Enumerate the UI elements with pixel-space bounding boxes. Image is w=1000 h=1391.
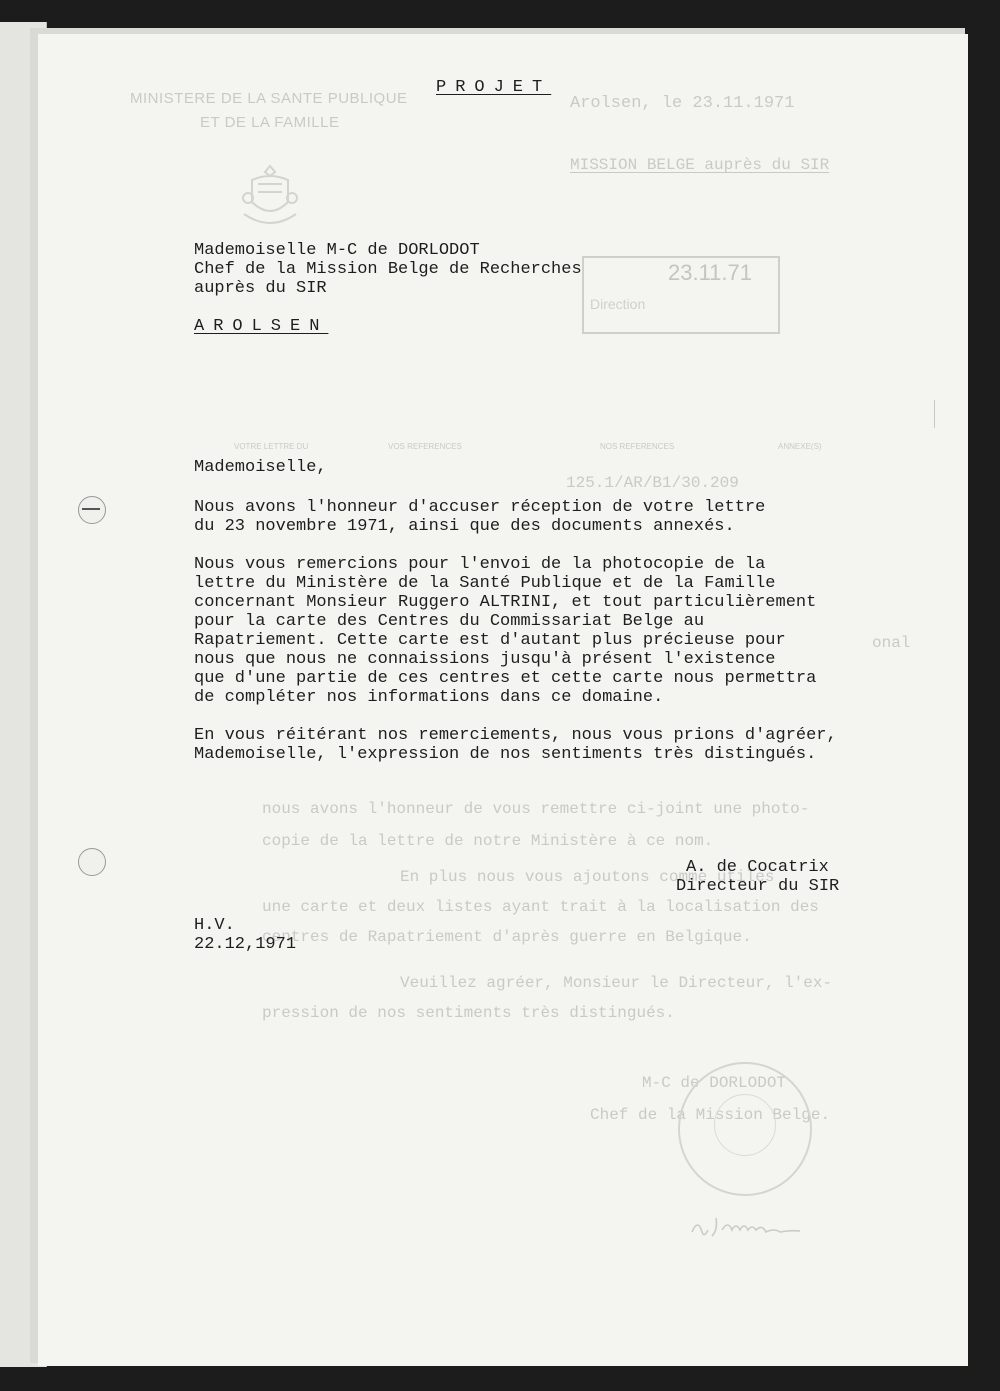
reverse-line-4: une carte et deux listes ayant trait à la localisation des xyxy=(262,898,819,916)
punch-hole-top xyxy=(78,496,106,524)
col-header-nos-references: NOS REFERENCES xyxy=(600,442,675,451)
side-fragment-show-through: onal xyxy=(872,634,911,652)
paragraph-line: Nous avons l'honneur d'accuser réception de votre lettre xyxy=(194,498,766,517)
reverse-line-3: En plus nous vous ajoutons comme utiles xyxy=(400,868,775,886)
paragraph-line: de compléter nos informations dans ce domaine. xyxy=(194,688,664,707)
reverse-line-6: Veuillez agréer, Monsieur le Directeur, l'ex- xyxy=(400,974,833,992)
coat-of-arms-icon xyxy=(238,162,302,228)
col-header-vos-references: VOS REFERENCES xyxy=(388,442,462,451)
hole-tick-mark xyxy=(82,508,100,510)
reverse-sender-name: M-C de DORLODOT xyxy=(642,1074,787,1092)
signature-title: Directeur du SIR xyxy=(676,877,840,896)
salutation: Mademoiselle, xyxy=(194,458,327,477)
typist-initials: H.V. xyxy=(194,916,235,935)
received-stamp-label: Direction xyxy=(590,296,646,312)
letter-page xyxy=(38,34,968,1366)
paragraph-line: Nous vous remercions pour l'envoi de la photocopie de la xyxy=(194,555,766,574)
recipient-position: Chef de la Mission Belge de Recherches xyxy=(194,260,582,279)
paragraph-line: Mademoiselle, l'expression de nos sentiments très distingués. xyxy=(194,745,817,764)
paragraph-line: Rapatriement. Cette carte est d'autant plus précieuse pour xyxy=(194,631,786,650)
paragraph-line: du 23 novembre 1971, ainsi que des documents annexés. xyxy=(194,517,735,536)
mission-header-show-through: MISSION BELGE auprès du SIR xyxy=(570,156,830,174)
recipient-org: auprès du SIR xyxy=(194,279,327,298)
fold-mark xyxy=(934,400,935,428)
round-seal-inner xyxy=(714,1094,776,1156)
draft-title: PROJET xyxy=(436,78,552,97)
signature-name: A. de Cocatrix xyxy=(686,858,829,877)
recipient-city: AROLSEN xyxy=(194,317,329,336)
recipient-name: Mademoiselle M-C de DORLODOT xyxy=(194,241,480,260)
ministry-header-line1: MINISTERE DE LA SANTE PUBLIQUE xyxy=(130,90,408,107)
punch-hole-bottom xyxy=(78,848,106,876)
letter-date: 22.12,1971 xyxy=(194,935,297,954)
col-header-votre-lettre: VOTRE LETTRE DU xyxy=(234,442,309,451)
place-date-show-through: Arolsen, le 23.11.1971 xyxy=(570,94,795,113)
paragraph-line: que d'une partie de ces centres et cette carte nous permettra xyxy=(194,669,817,688)
reverse-line-2: copie de la lettre de notre Ministère à ce nom. xyxy=(262,832,714,850)
paragraph-line: concernant Monsieur Ruggero ALTRINI, et tout particulièrement xyxy=(194,593,817,612)
ministry-header-line2: ET DE LA FAMILLE xyxy=(200,114,340,131)
reverse-line-7: pression de nos sentiments très distingués. xyxy=(262,1004,675,1022)
reverse-line-1: nous avons l'honneur de vous remettre ci-joint une photo- xyxy=(262,800,810,818)
received-stamp-date: 23.11.71 xyxy=(668,260,753,285)
handwritten-signature-icon xyxy=(688,1212,858,1242)
reference-show-through: 125.1/AR/B1/30.209 xyxy=(566,474,739,492)
reverse-line-5: centres de Rapatriement d'après guerre en Belgique. xyxy=(262,928,752,946)
paragraph-line: nous que nous ne connaissions jusqu'à présent l'existence xyxy=(194,650,776,669)
paragraph-line: pour la carte des Centres du Commissariat Belge au xyxy=(194,612,705,631)
paragraph-line: lettre du Ministère de la Santé Publique et de la Famille xyxy=(194,574,776,593)
paragraph-line: En vous réitérant nos remerciements, nous vous prions d'agréer, xyxy=(194,726,837,745)
col-header-annexes: ANNEXE(S) xyxy=(778,442,822,451)
reverse-sender-title: Chef de la Mission Belge. xyxy=(590,1106,831,1124)
